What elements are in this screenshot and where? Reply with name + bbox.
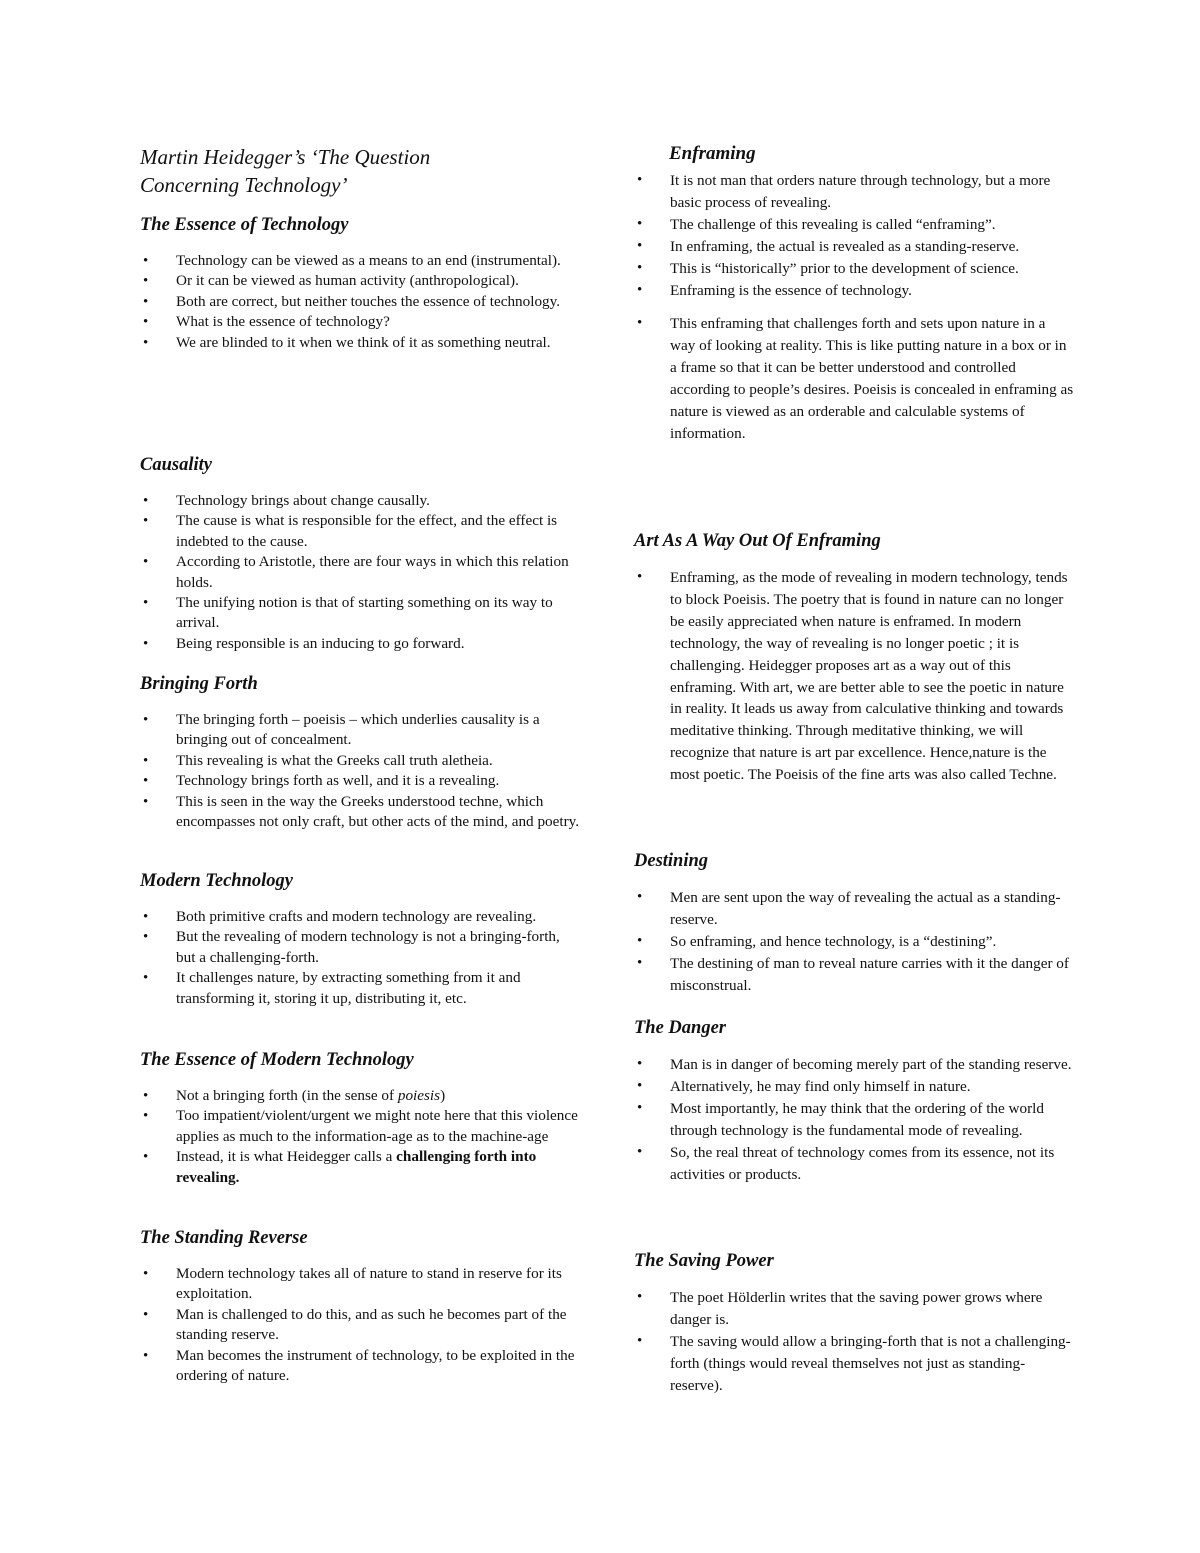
bullet-list — [140, 1264, 580, 1386]
section-heading: The Essence of Technology — [140, 215, 349, 235]
section-heading: The Saving Power — [634, 1251, 774, 1271]
bullet-list — [634, 567, 1074, 786]
list-item: • This revealing is what the Greeks call truth aletheia. — [140, 751, 580, 771]
section-saving-power — [634, 1249, 1074, 1397]
section-heading: Destining — [634, 851, 709, 871]
list-item-text: ) — [440, 1087, 446, 1104]
list-item: • Technology brings forth as well, and it is a revealing. — [140, 771, 580, 791]
list-item: • Too impatient/violent/urgent we might note here that this violence applies as much to the information-age as to the machine-age — [140, 1106, 580, 1147]
list-item: • Enframing, as the mode of revealing in modern technology, tends to block Poeisis. The poetry that is found in nature can no longer be easily appreciated when nature is enframed. In modern technology, the way of revealing is no longer poetic ; it is challenging. Heidegger proposes art as a way out of this enframing. With art, we are better able to see the poetic in nature in reality. It leads us away from calculative thinking and towards meditative thinking. Through meditative thinking, we will recognize that nature is art par excellence. Hence,nature is the most poetic. The Poeisis of the fine arts was also called Techne. — [634, 567, 1074, 786]
section-essence-of-technology — [140, 213, 580, 353]
section-heading: Art As A Way Out Of Enframing — [634, 531, 881, 551]
list-item — [140, 1086, 580, 1106]
list-item: • What is the essence of technology? — [140, 312, 580, 332]
section-destining — [634, 849, 1074, 997]
bullet-list — [140, 1086, 580, 1188]
list-item: • So enframing, and hence technology, is a “destining”. — [634, 931, 1074, 953]
list-item: • The challenge of this revealing is called “enframing”. — [634, 214, 1074, 236]
bullet-list — [140, 710, 580, 832]
section-enframing — [634, 142, 1074, 445]
title-line-2: Concerning Technology’ — [140, 173, 348, 197]
section-art-way-out — [634, 529, 1074, 786]
list-item: • Modern technology takes all of nature to stand in reserve for its exploitation. — [140, 1264, 580, 1305]
list-item: • Technology can be viewed as a means to an end (instrumental). — [140, 251, 580, 271]
section-essence-of-modern-technology — [140, 1048, 580, 1188]
list-item: • Man is challenged to do this, and as such he becomes part of the standing reserve. — [140, 1305, 580, 1346]
bullet-list — [140, 491, 580, 654]
list-item-text: Instead, it is what Heidegger calls a — [176, 1148, 397, 1166]
bullet-list — [140, 907, 580, 1009]
section-heading: The Essence of Modern Technology — [140, 1050, 414, 1070]
bullet-list — [634, 1054, 1074, 1185]
list-item: • It is not man that orders nature through technology, but a more basic process of revealing. — [634, 170, 1074, 214]
bullet-list — [140, 251, 580, 353]
list-item: • The bringing forth – poeisis – which underlies causality is a bringing out of concealment. — [140, 710, 580, 751]
bold-term: challenging forth into revealing. — [176, 1148, 537, 1186]
list-item: • Alternatively, he may find only himself in nature. — [634, 1076, 1074, 1098]
list-item: • But the revealing of modern technology is not a bringing-forth, but a challenging-forth. — [140, 927, 580, 968]
list-item-text: Not a bringing forth (in the sense of — [176, 1087, 398, 1104]
section-heading: Modern Technology — [140, 871, 293, 891]
section-causality — [140, 453, 580, 654]
section-heading: Causality — [140, 455, 212, 475]
list-item — [140, 1147, 580, 1188]
list-item: • Most importantly, he may think that the ordering of the world through technology is the fundamental mode of revealing. — [634, 1098, 1074, 1142]
section-standing-reverse — [140, 1226, 580, 1386]
bullet-list — [634, 1287, 1074, 1397]
list-item: • Both are correct, but neither touches the essence of technology. — [140, 292, 580, 312]
italic-term: poiesis — [397, 1087, 441, 1104]
list-item: • The poet Hölderlin writes that the saving power grows where danger is. — [634, 1287, 1074, 1331]
list-item: • The unifying notion is that of starting something on its way to arrival. — [140, 593, 580, 634]
section-modern-technology — [140, 869, 580, 1009]
list-item: • Men are sent upon the way of revealing the actual as a standing-reserve. — [634, 887, 1074, 931]
section-bringing-forth — [140, 672, 580, 832]
list-item: • The saving would allow a bringing-forth that is not a challenging-forth (things would reveal themselves not just as standing- reserve). — [634, 1331, 1074, 1397]
title-line-1: Martin Heidegger’s ‘The Question — [140, 145, 431, 169]
bullet-list — [634, 170, 1074, 445]
list-item: • This is “historically” prior to the development of science. — [634, 258, 1074, 280]
list-item: • Or it can be viewed as human activity (anthropological). — [140, 271, 580, 291]
list-item: • This is seen in the way the Greeks understood techne, which encompasses not only craft, but other acts of the mind, and poetry. — [140, 792, 580, 833]
list-item: • It challenges nature, by extracting something from it and transforming it, storing it up, distributing it, etc. — [140, 968, 580, 1009]
list-item: • Man becomes the instrument of technology, to be exploited in the ordering of nature. — [140, 1346, 580, 1387]
list-item: • Enframing is the essence of technology. — [634, 280, 1074, 302]
list-item: • The destining of man to reveal nature carries with it the danger of misconstrual. — [634, 953, 1074, 997]
list-item: • This enframing that challenges forth and sets upon nature in a way of looking at reality. This is like putting nature in a box or in a frame so that it can be better understood and controlled according to people’s desires. Poeisis is concealed in enframing as nature is viewed as an orderable and calculable systems of information. — [634, 313, 1074, 444]
list-item: • Technology brings about change causally. — [140, 491, 580, 511]
section-danger — [634, 1016, 1074, 1185]
document-title — [140, 143, 580, 199]
section-heading: The Danger — [634, 1018, 726, 1038]
list-item: • So, the real threat of technology comes from its essence, not its activities or products. — [634, 1142, 1074, 1186]
list-item: • In enframing, the actual is revealed as a standing-reserve. — [634, 236, 1074, 258]
section-subheading: Enframing — [669, 143, 756, 164]
list-item: • According to Aristotle, there are four ways in which this relation holds. — [140, 552, 580, 593]
list-item: • Both primitive crafts and modern technology are revealing. — [140, 907, 580, 927]
list-item: • We are blinded to it when we think of it as something neutral. — [140, 333, 580, 353]
section-heading: Bringing Forth — [140, 674, 258, 694]
section-heading: The Standing Reverse — [140, 1228, 308, 1248]
bullet-list — [634, 887, 1074, 997]
list-item: • Man is in danger of becoming merely part of the standing reserve. — [634, 1054, 1074, 1076]
list-item: • The cause is what is responsible for the effect, and the effect is indebted to the cause. — [140, 511, 580, 552]
list-item: • Being responsible is an inducing to go forward. — [140, 634, 580, 654]
